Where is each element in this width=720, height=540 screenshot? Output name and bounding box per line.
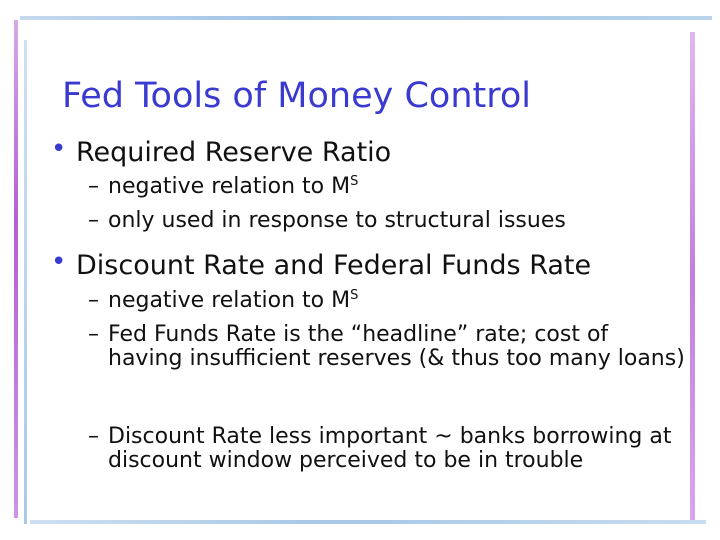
top-border-bar [20, 16, 712, 20]
bullet-dot-icon [52, 260, 60, 268]
sub-bullet-text: Discount Rate less important ~ banks borrowing at discount window perceived to be in trouble [108, 424, 672, 473]
bullet-dot-icon [52, 147, 60, 155]
left-border-bar [14, 20, 18, 518]
right-border-bar [690, 32, 695, 522]
sub-bullet-text: Fed Funds Rate is the “headline” rate; cost of having insufficient reserves (& thus too many loans) [108, 322, 685, 371]
left-inner-border-bar [24, 40, 27, 524]
sub-bullet [88, 323, 688, 371]
bottom-border-bar [30, 520, 706, 524]
sub-bullet-text: negative relation to $M^S$ [108, 288, 359, 313]
bullet-text: Required Reserve Ratio [76, 137, 392, 168]
dash-icon: – [88, 424, 99, 449]
sub-bullet [88, 209, 688, 233]
sub-bullet-text: negative relation to $M^S$ [108, 174, 359, 199]
sub-bullet-text: only used in response to structural issues [108, 208, 566, 233]
dash-icon: – [88, 322, 99, 347]
dash-icon: – [88, 288, 99, 313]
sub-bullet [88, 289, 688, 313]
bullet-text: Discount Rate and Federal Funds Rate [76, 250, 592, 281]
sub-bullet [88, 425, 688, 473]
dash-icon: – [88, 208, 99, 233]
sub-bullet [88, 175, 688, 199]
slide-title: Fed Tools of Money Control [62, 76, 531, 116]
dash-icon: – [88, 174, 99, 199]
